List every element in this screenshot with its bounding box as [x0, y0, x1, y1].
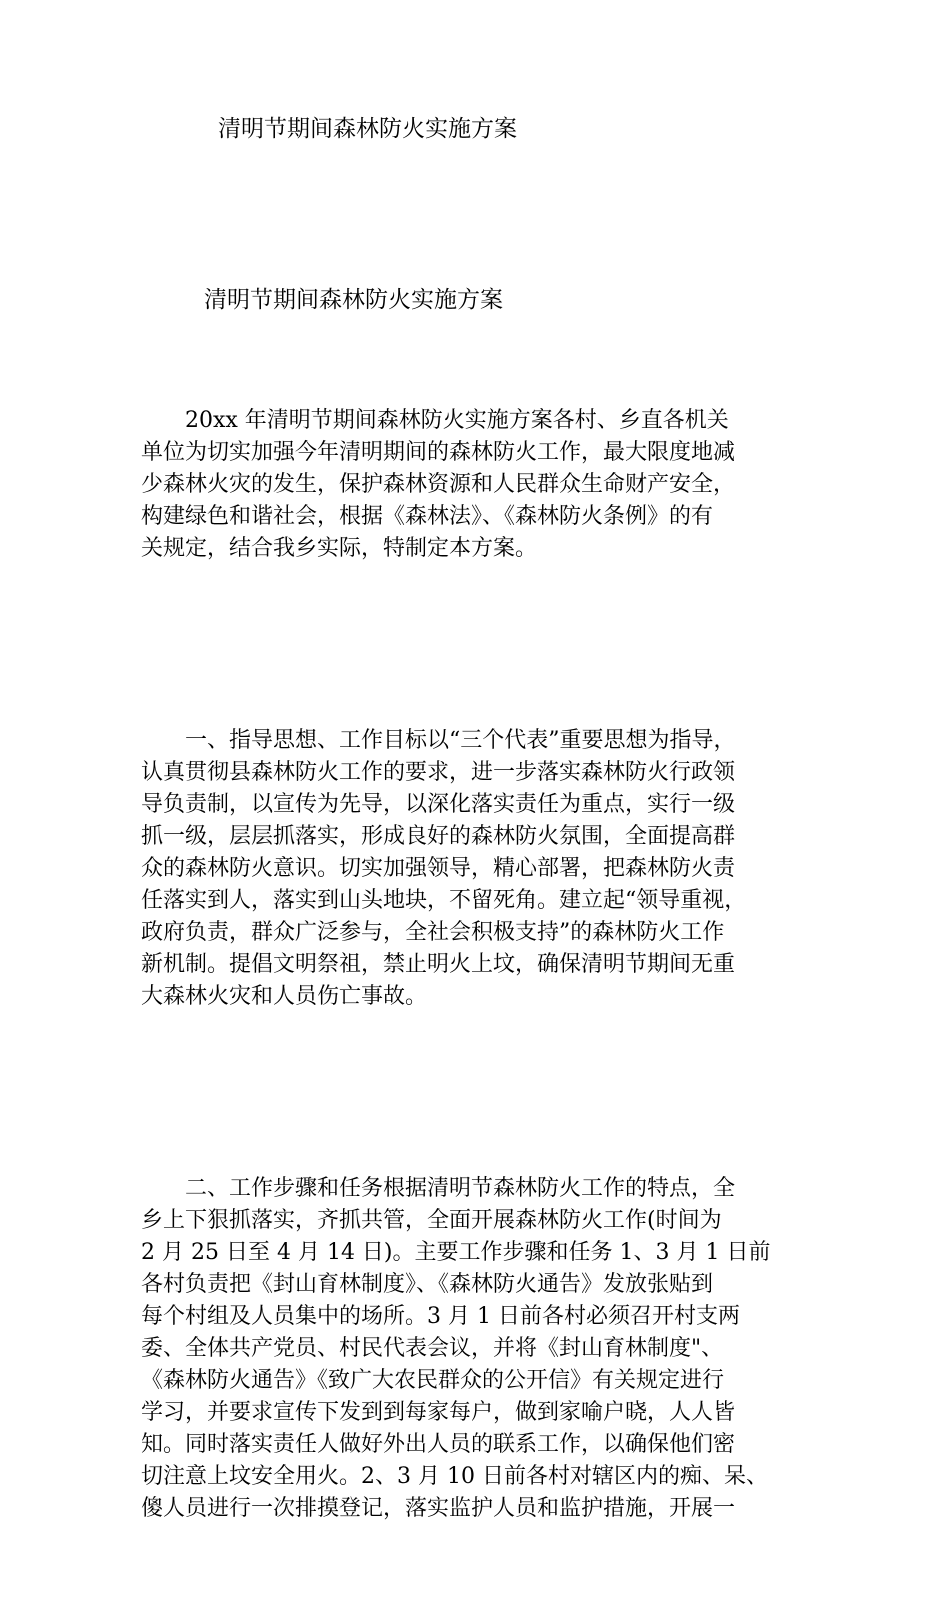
- text-line: 抓一级，层层抓落实，形成良好的森林防火氛围，全面提高群: [141, 824, 736, 849]
- text-line: 20xx 年清明节期间森林防火实施方案各村、乡直各机关: [185, 408, 729, 433]
- document-title-top: 清明节期间森林防火实施方案: [218, 116, 517, 142]
- text-line: 2 月 25 日至 4 月 14 日)。主要工作步骤和任务 1、3 月 1 日前: [141, 1240, 771, 1265]
- text-line: 少森林火灾的发生，保护森林资源和人民群众生命财产安全，: [141, 472, 736, 497]
- text-line: 乡上下狠抓落实，齐抓共管，全面开展森林防火工作(时间为: [141, 1208, 722, 1233]
- text-line: 委、全体共产党员、村民代表会议，并将《封山育林制度"、: [141, 1336, 724, 1361]
- text-line: 众的森林防火意识。切实加强领导，精心部署，把森林防火责: [141, 856, 736, 881]
- text-line: 认真贯彻县森林防火工作的要求，进一步落实森林防火行政领: [141, 760, 736, 785]
- text-line: 知。同时落实责任人做好外出人员的联系工作，以确保他们密: [141, 1432, 736, 1457]
- paragraph-work-steps: [141, 1109, 809, 1589]
- text-line: 大森林火灾和人员伤亡事故。: [141, 984, 428, 1009]
- text-line: 每个村组及人员集中的场所。3 月 1 日前各村必须召开村支两: [141, 1304, 740, 1329]
- text-line: 二、工作步骤和任务根据清明节森林防火工作的特点，全: [185, 1176, 736, 1201]
- text-line: 一、指导思想、工作目标以“三个代表”重要思想为指导，: [185, 728, 736, 753]
- paragraph-intro: [141, 341, 809, 629]
- text-line: 《森林防火通告》《致广大农民群众的公开信》有关规定进行: [141, 1368, 725, 1393]
- text-line: 政府负责，群众广泛参与，全社会积极支持”的森林防火工作: [141, 920, 725, 945]
- document-body: [141, 341, 809, 1621]
- text-line: 新机制。提倡文明祭祖，禁止明火上坟，确保清明节期间无重: [141, 952, 736, 977]
- text-line: 学习，并要求宣传下发到到每家每户，做到家喻户晓，人人皆: [141, 1400, 736, 1425]
- text-line: 任落实到人，落实到山头地块，不留死角。建立起“领导重视，: [141, 888, 747, 913]
- text-line: 关规定，结合我乡实际，特制定本方案。: [141, 536, 538, 561]
- paragraph-guiding-ideology: [141, 661, 809, 1077]
- text-line: 傻人员进行一次排摸登记，落实监护人员和监护措施，开展一: [141, 1496, 736, 1521]
- text-line: 导负责制，以宣传为先导，以深化落实责任为重点，实行一级: [141, 792, 736, 817]
- document-title: 清明节期间森林防火实施方案: [204, 287, 503, 313]
- text-line: 切注意上坟安全用火。2、3 月 10 日前各村对辖区内的痴、呆、: [141, 1464, 768, 1489]
- text-line: 各村负责把《封山育林制度》、《森林防火通告》发放张贴到: [141, 1272, 714, 1297]
- text-line: 构建绿色和谐社会，根据《森林法》、《森林防火条例》的有: [141, 504, 714, 529]
- text-line: 单位为切实加强今年清明期间的森林防火工作，最大限度地减: [141, 440, 736, 465]
